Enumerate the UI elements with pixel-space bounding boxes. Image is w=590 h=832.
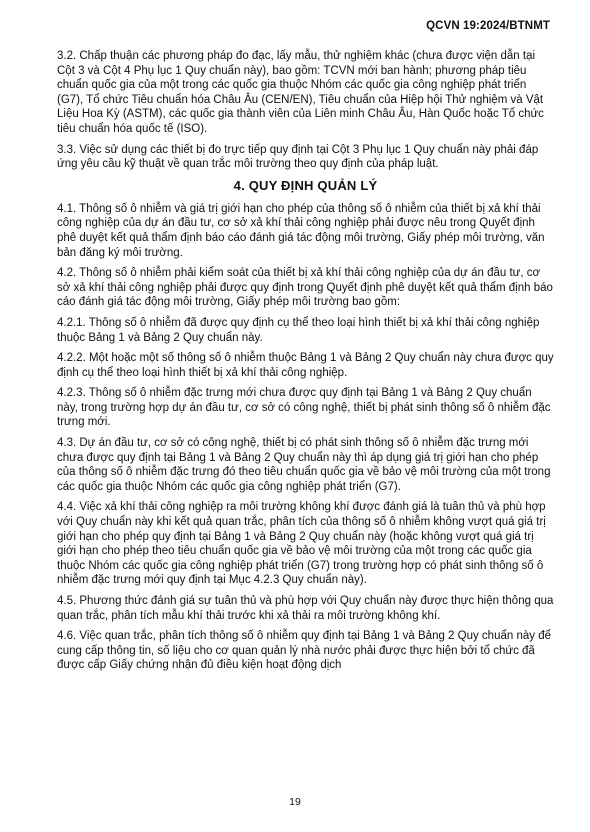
paragraph-4-4: 4.4. Việc xả khí thải công nghiệp ra môi trường không khí được đánh giá là tuân thủ và phù hợp với Quy chuẩn này khi kết quả quan trắc, phân tích của thông số ô nhiễm không vượt quá giá trị giới hạn cho phép quy định tại Bảng 1 và Bảng 2 Quy chuẩn này (hoặc không vượt quá giá trị giới hạn cho phép theo tiêu chuẩn quốc gia về bảo vệ môi trường của một trong các quốc gia thuộc Nhóm các quốc gia công nghiệp phát triển (G7) trong trường hợp có phát sinh thông số ô nhiễm đặc trưng mới quy định tại Mục 4.2.3 Quy chuẩn này). [57, 501, 546, 587]
document-body [57, 49, 554, 679]
paragraph-3-3: 3.3. Việc sử dụng các thiết bị đo trực tiếp quy định tại Cột 3 Phụ lục 1 Quy chuẩn này phải đáp ứng yêu cầu kỹ thuật về quan trắc môi trường theo quy định của pháp luật. [57, 143, 539, 171]
paragraph-4-3: 4.3. Dự án đầu tư, cơ sở có công nghệ, thiết bị có phát sinh thông số ô nhiễm đặc trưng mới chưa được quy định tại Bảng 1 và Bảng 2 Quy chuẩn này thì áp dụng giá trị giới hạn cho phép của thông số ô nhiễm đặc trưng đó theo tiêu chuẩn quốc gia về bảo vệ môi trường của một trong các quốc gia thuộc Nhóm các quốc gia công nghiệp phát triển (G7). [57, 437, 551, 493]
paragraph-4-2: 4.2. Thông số ô nhiễm phải kiểm soát của thiết bị xả khí thải công nghiệp của dự án đầu tư, cơ sở xả khí thải công nghiệp phải được quy định trong Quyết định phê duyệt kết quả thẩm định báo cáo đánh giá tác động môi trường, Giấy phép môi trường bao gồm: [57, 267, 553, 309]
document-code: QCVN 19:2024/BTNMT [426, 20, 550, 32]
paragraph-4-5: 4.5. Phương thức đánh giá sự tuân thủ và phù hợp với Quy chuẩn này được thực hiện thông qua quan trắc, phân tích mẫu khí thải trước khi xả thải ra môi trường không khí. [57, 595, 554, 622]
paragraph-3-2: 3.2. Chấp thuận các phương pháp đo đạc, lấy mẫu, thử nghiệm khác (chưa được viện dẫn tại Cột 3 và Cột 4 Phụ lục 1 Quy chuẩn này), bao gồm: TCVN mới ban hành; phương pháp tiêu chuẩn quốc gia của một trong các quốc gia thuộc Nhóm các quốc gia công nghiệp phát triển (G7), Tổ chức Tiêu chuẩn hóa Châu Âu (CEN/EN), Tiêu chuẩn của Hiệp hội Thử nghiệm và Vật Liệu Hoa Kỳ (ASTM), các quốc gia thành viên của Liên minh Châu Âu, Hàn Quốc hoặc Tổ chức tiêu chuẩn hóa quốc tế (ISO). [57, 50, 544, 135]
paragraph-4-6: 4.6. Việc quan trắc, phân tích thông số ô nhiễm quy định tại Bảng 1 và Bảng 2 Quy chuẩn này để cung cấp thông tin, số liệu cho cơ quan quản lý nhà nước phải được thực hiện bởi tổ chức đã được cấp Giấy chứng nhận đủ điều kiện hoạt động dịch [57, 630, 551, 672]
section-heading: 4. QUY ĐỊNH QUẢN LÝ [233, 177, 378, 193]
paragraph-4-2-3: 4.2.3. Thông số ô nhiễm đặc trưng mới chưa được quy định tại Bảng 1 và Bảng 2 Quy chuẩn này, trong trường hợp dự án đầu tư, cơ sở có công nghệ, thiết bị phát sinh thông số ô nhiễm đặc trưng mới. [57, 387, 551, 429]
paragraph-4-2-1: 4.2.1. Thông số ô nhiễm đã được quy định cụ thể theo loại hình thiết bị xả khí thải công nghiệp thuộc Bảng 1 và Bảng 2 Quy chuẩn này. [57, 316, 540, 344]
page-number: 19 [289, 796, 301, 808]
paragraph-4-2-2: 4.2.2. Một hoặc một số thông số ô nhiễm thuộc Bảng 1 và Bảng 2 Quy chuẩn này chưa được quy định cụ thể theo loại hình thiết bị xả khí thải công nghiệp. [57, 352, 554, 379]
paragraph-4-1: 4.1. Thông số ô nhiễm và giá trị giới hạn cho phép của thông số ô nhiễm của thiết bị xả khí thải công nghiệp của dự án đầu tư, cơ sở xả khí thải công nghiệp phải được nêu trong Quyết định phê duyệt kết quả thẩm định báo cáo đánh giá tác động môi trường, Giấy phép môi trường, văn bản đăng ký môi trường. [57, 202, 545, 259]
